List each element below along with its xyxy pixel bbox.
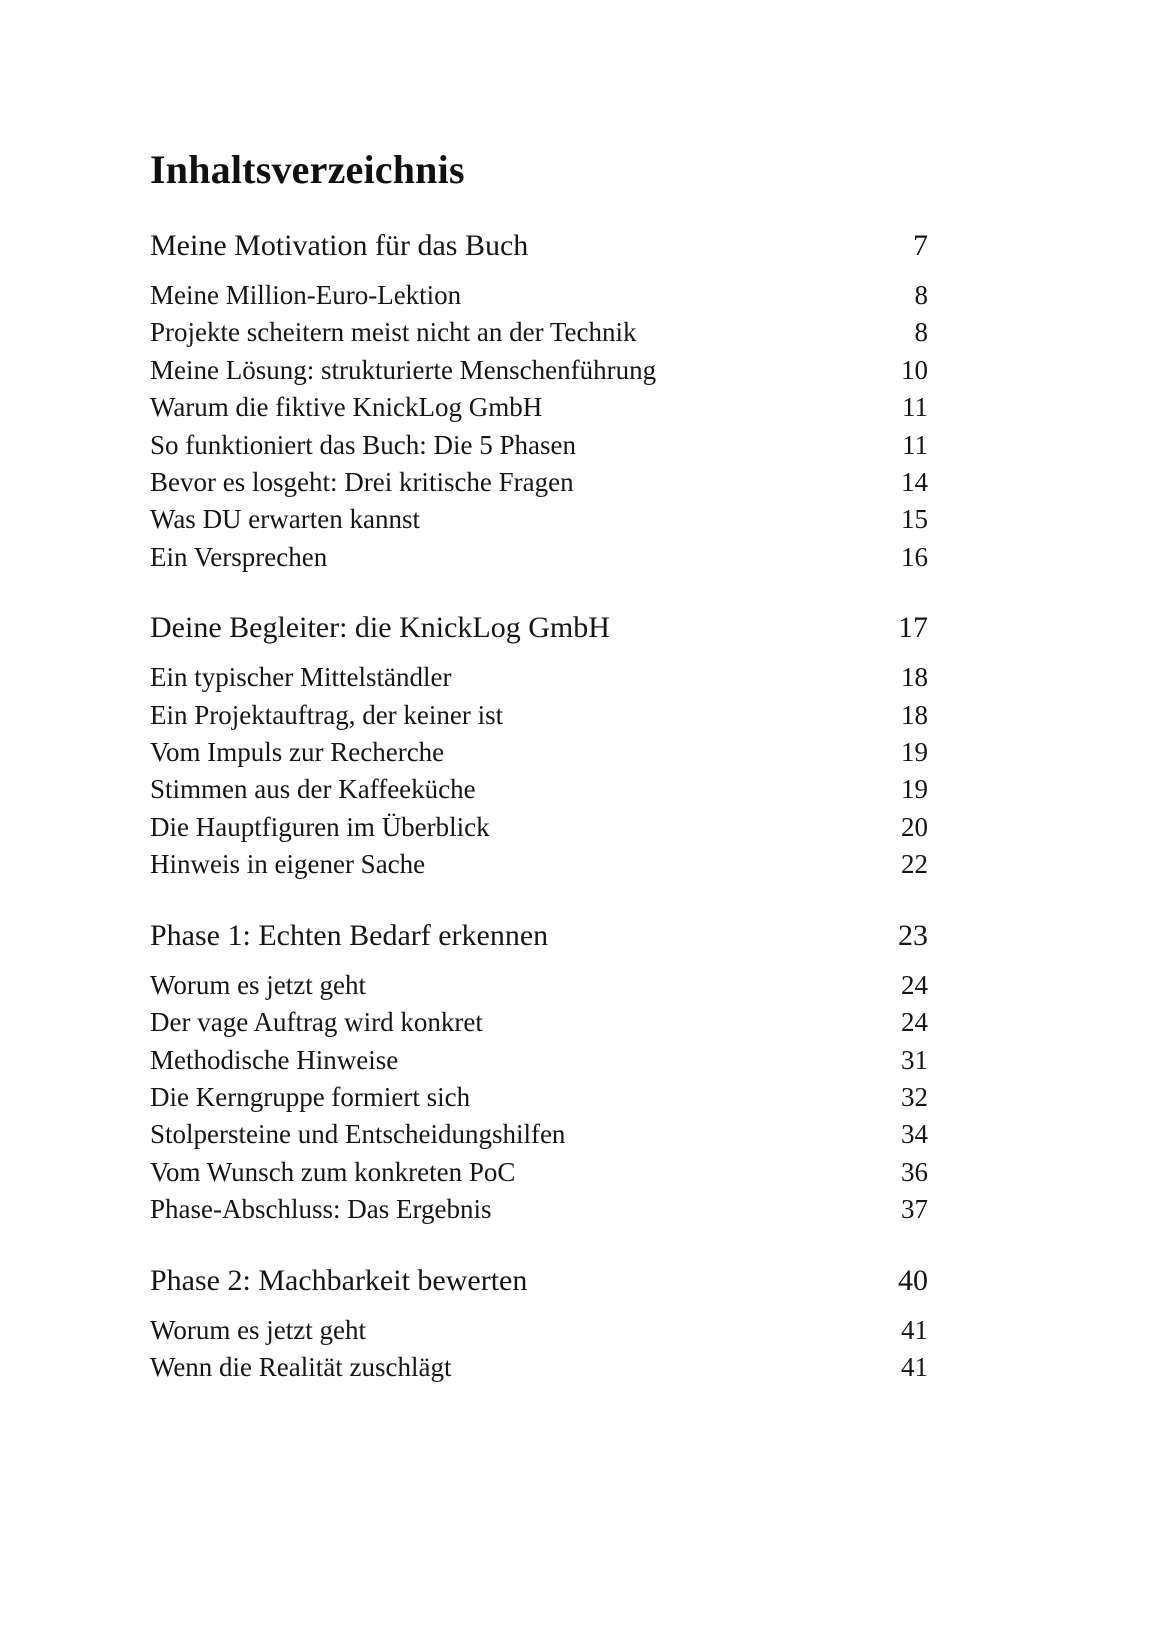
toc-entry-row xyxy=(150,1191,928,1228)
toc-entry-row xyxy=(150,1116,928,1153)
toc-entry-page-number: 20 xyxy=(901,811,928,842)
toc-entry-row xyxy=(150,1042,928,1079)
toc-entry-page-number: 11 xyxy=(902,429,928,460)
toc-entry-page-number: 19 xyxy=(901,737,928,768)
toc-heading-row xyxy=(150,230,928,262)
toc-entry-label: Stolpersteine und Entscheidungshilfen xyxy=(150,1119,566,1150)
toc-heading-row xyxy=(150,1265,928,1297)
toc-section xyxy=(150,230,928,576)
toc-entry-label: Die Kerngruppe formiert sich xyxy=(150,1081,471,1112)
toc-section xyxy=(150,920,928,1229)
toc-entry-label: Meine Lösung: strukturierte Menschenführung xyxy=(150,354,657,385)
toc-entry-label: Hinweis in eigener Sache xyxy=(150,849,426,880)
toc-entry-label: Vom Impuls zur Recherche xyxy=(150,737,445,768)
toc-section xyxy=(150,1265,928,1387)
toc-heading-label: Phase 2: Machbarkeit bewerten xyxy=(150,1263,528,1297)
toc-entry-page-number: 41 xyxy=(901,1314,928,1345)
toc-entry-row xyxy=(150,846,928,883)
toc-entry-row xyxy=(150,967,928,1004)
toc-entry-page-number: 24 xyxy=(901,1007,928,1038)
toc-entry-row xyxy=(150,389,928,426)
toc-entry-row xyxy=(150,1312,928,1349)
toc-entry-row xyxy=(150,771,928,808)
toc-entry-row xyxy=(150,277,928,314)
toc-heading-page-number: 23 xyxy=(898,918,928,952)
toc-entry-row xyxy=(150,1349,928,1386)
toc-entry-page-number: 16 xyxy=(901,541,928,572)
toc-entry-label: Ein Projektauftrag, der keiner ist xyxy=(150,699,504,730)
toc-entry-label: Ein Versprechen xyxy=(150,541,328,572)
toc-entry-page-number: 15 xyxy=(901,504,928,535)
toc-heading-page-number: 17 xyxy=(898,611,928,645)
toc-entry-label: Meine Million-Euro-Lektion xyxy=(150,280,462,310)
toc-entry-label: So funktioniert das Buch: Die 5 Phasen xyxy=(150,429,576,460)
toc-entry-row xyxy=(150,697,928,734)
toc-entry-label: Worum es jetzt geht xyxy=(150,969,367,1000)
toc-content xyxy=(150,0,928,1386)
toc-entry-page-number: 19 xyxy=(901,774,928,805)
toc-entry-row xyxy=(150,352,928,389)
toc-entry-label: Ein typischer Mittelständler xyxy=(150,662,452,693)
toc-entry-label: Projekte scheitern meist nicht an der Technik xyxy=(150,317,637,348)
toc-heading-label: Phase 1: Echten Bedarf erkennen xyxy=(150,918,549,952)
toc-entry-label: Methodische Hinweise xyxy=(150,1044,399,1075)
toc-heading-label: Deine Begleiter: die KnickLog GmbH xyxy=(150,611,610,645)
toc-entry-page-number: 18 xyxy=(901,699,928,730)
toc-entry-row xyxy=(150,734,928,771)
toc-entry-page-number: 11 xyxy=(902,392,928,423)
toc-entry-page-number: 14 xyxy=(901,467,928,498)
toc-heading-row xyxy=(150,920,928,952)
toc-entry-page-number: 22 xyxy=(901,849,928,880)
toc-section xyxy=(150,612,928,883)
toc-entry-row xyxy=(150,314,928,351)
toc-heading-page-number: 7 xyxy=(913,229,928,262)
toc-entry-row xyxy=(150,464,928,501)
toc-entry-label: Vom Wunsch zum konkreten PoC xyxy=(150,1156,516,1187)
toc-entry-page-number: 41 xyxy=(901,1351,928,1382)
toc-entry-page-number: 10 xyxy=(901,354,928,385)
toc-heading-label: Meine Motivation für das Buch xyxy=(150,229,529,262)
toc-entry-row xyxy=(150,539,928,576)
toc-entry-page-number: 8 xyxy=(914,317,928,348)
toc-entry-page-number: 37 xyxy=(901,1194,928,1225)
toc-entry-label: Bevor es losgeht: Drei kritische Fragen xyxy=(150,467,574,498)
toc-entry-label: Stimmen aus der Kaffeeküche xyxy=(150,774,476,805)
toc-entry-row xyxy=(150,1079,928,1116)
toc-entry-label: Warum die fiktive KnickLog GmbH xyxy=(150,392,543,423)
toc-entry-label: Der vage Auftrag wird konkret xyxy=(150,1007,483,1038)
toc-entry-row xyxy=(150,501,928,538)
toc-heading-page-number: 40 xyxy=(898,1263,928,1297)
toc-entry-label: Phase-Abschluss: Das Ergebnis xyxy=(150,1194,492,1225)
page-title: Inhaltsverzeichnis xyxy=(150,147,465,192)
toc-entry-page-number: 34 xyxy=(901,1119,928,1150)
toc-entry-row xyxy=(150,1154,928,1191)
toc-heading-row xyxy=(150,612,928,644)
toc-entry-row xyxy=(150,1004,928,1041)
toc-entry-label: Die Hauptfiguren im Überblick xyxy=(150,811,490,842)
toc-entry-page-number: 31 xyxy=(901,1044,928,1075)
toc-entry-page-number: 36 xyxy=(901,1156,928,1187)
toc-entry-page-number: 18 xyxy=(901,662,928,693)
toc-entry-row xyxy=(150,659,928,696)
toc-entry-page-number: 8 xyxy=(914,280,928,310)
toc-entry-label: Was DU erwarten kannst xyxy=(150,504,420,535)
toc-entry-page-number: 24 xyxy=(901,969,928,1000)
toc-entry-page-number: 32 xyxy=(901,1081,928,1112)
toc-entry-row xyxy=(150,809,928,846)
toc-entry-label: Worum es jetzt geht xyxy=(150,1314,367,1345)
toc-entry-label: Wenn die Realität zuschlägt xyxy=(150,1351,452,1382)
toc-entry-row xyxy=(150,427,928,464)
